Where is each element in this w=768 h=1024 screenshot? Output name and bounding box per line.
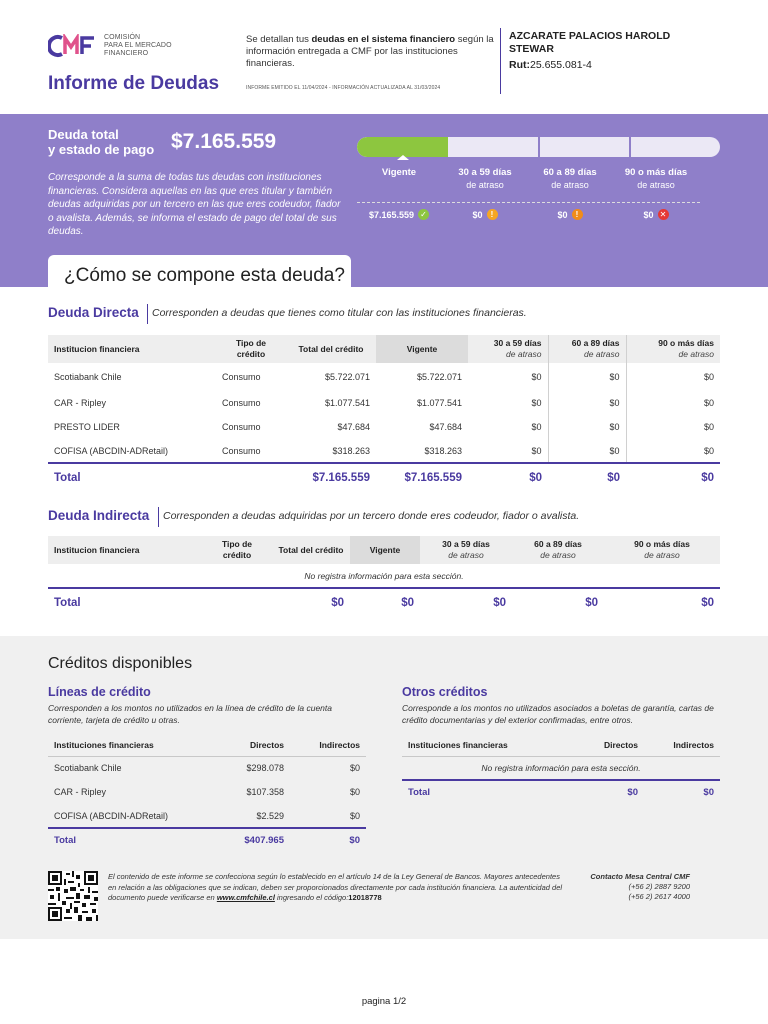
table-row: COFISA (ABCDIN-ADRetail) $2.529 $0 [54, 810, 360, 821]
bar-divider [538, 137, 540, 157]
table-row: CAR - Ripley Consumo $1.077.541 $1.077.541 $0 $0 $0 [48, 391, 720, 415]
table-total-row: Total $0 $0 [402, 780, 720, 804]
table-row: Scotiabank Chile Consumo $5.722.071 $5.722.071 $0 $0 $0 [48, 363, 720, 391]
direct-debt-description: Corresponden a deudas que tienes como titular con las instituciones financieras. [152, 307, 527, 319]
header-divider [500, 28, 501, 94]
table-header [48, 335, 720, 363]
indirect-debt-title: Deuda Indirecta [48, 508, 150, 523]
contact-info: Contacto Mesa Central CMF (+56 2) 2887 9200 (+56 2) 2617 4000 [560, 872, 690, 902]
credit-lines-description: Corresponden a los montos no utilizados en la línea de crédito de la cuenta corriente, tarjeta de crédito u otras. [48, 703, 332, 725]
status-60-89: 60 a 89 días de atraso [543, 167, 597, 190]
rut: Rut:25.655.081-4 [509, 59, 592, 71]
direct-debt-title: Deuda Directa [48, 305, 139, 320]
credit-lines-table [48, 736, 366, 852]
check-icon: ✓ [418, 209, 429, 220]
col-institution: Institucion financiera [54, 343, 140, 354]
cmf-website-link[interactable]: www.cmfchile.cl [216, 893, 275, 902]
empty-row: No registra información para esta sección. [304, 570, 464, 581]
total-debt-label: Deuda total y estado de pago [48, 127, 155, 157]
credits-title: Créditos disponibles [48, 655, 193, 672]
payment-status-bar [357, 137, 720, 157]
phone-number: (+56 2) 2887 9200 [628, 882, 690, 891]
logo-text-line: FINANCIERO [104, 50, 149, 57]
col-institution: Institucion financiera [54, 544, 140, 555]
vigente-fill [357, 137, 448, 157]
col-60-89: 60 a 89 días de atraso [534, 539, 582, 560]
warning-icon: ! [487, 209, 498, 220]
logo-text-line: PARA EL MERCADO [104, 42, 172, 49]
compose-title: ¿Cómo se compone esta deuda? [64, 265, 345, 286]
table-header [48, 536, 720, 564]
direct-debt-table [48, 335, 720, 491]
status-value-vigente: $7.165.559 ✓ [359, 209, 439, 220]
col-type: Tipo de crédito [221, 539, 253, 560]
indirect-debt-description: Corresponden a deudas adquiridas por un tercero donde eres codeudor, fiador o avalista. [163, 510, 580, 522]
empty-row: No registra información para esta sección. [481, 762, 641, 773]
col-30-59: 30 a 59 días de atraso [442, 539, 490, 560]
table-total-row: Total $7.165.559 $7.165.559 $0 $0 $0 [48, 463, 720, 491]
logo-text-line: COMISIÓN [104, 34, 141, 41]
status-30-59: 30 a 59 días de atraso [458, 167, 512, 190]
status-value-90: $0 ✕ [616, 209, 696, 220]
report-title: Informe de Deudas [48, 73, 220, 94]
report-header [0, 0, 768, 114]
col-total: Total del crédito [298, 343, 364, 354]
status-value-30-59: $0 ! [445, 209, 525, 220]
total-debt-amount: $7.165.559 [171, 130, 277, 153]
col-90: 90 o más días de atraso [634, 539, 690, 560]
other-credits-title: Otros créditos [402, 685, 488, 699]
table-header: Instituciones financieras Directos Indirectos [48, 736, 366, 756]
table-total-row: Total $407.965 $0 [48, 828, 366, 852]
other-credits-table [402, 736, 720, 804]
emission-date: INFORME EMITIDO EL 11/04/2024 - INFORMACIÓN ACTUALIZADA AL 31/03/2024 [246, 85, 441, 91]
total-debt-description: Corresponde a la suma de todas tus deudas con instituciones financieras. Considera aquellas en las que eres titular y también deudas adquiridas por un tercero en las que eres codeudor, fiador o avalista. Además, se informa el estado de pago del total de sus deudas. [48, 172, 341, 237]
phone-number: (+56 2) 2617 4000 [628, 892, 690, 901]
bar-pointer [397, 155, 409, 160]
indirect-debt-table [48, 536, 720, 616]
section-separator [158, 507, 159, 527]
bar-divider [629, 137, 631, 157]
col-vigente: Vigente [376, 335, 468, 363]
table-row: CAR - Ripley $107.358 $0 [54, 787, 360, 797]
person-name: AZCARATE PALACIOS HAROLD STEWAR [509, 30, 671, 55]
status-vigente: Vigente [381, 167, 417, 178]
col-vigente: Vigente [350, 536, 420, 564]
warning-icon: ! [572, 209, 583, 220]
section-separator [147, 304, 148, 324]
table-header: Instituciones financieras Directos Indirectos [402, 736, 720, 756]
col-60-89: 60 a 89 días de atraso [548, 335, 626, 363]
other-credits-description: Corresponde a los montos no utilizados asociados a boletas de garantía, cartas de crédito documentarias y del exterior confirmadas, entre otros. [402, 703, 714, 725]
credit-lines-title: Líneas de crédito [48, 685, 151, 699]
qr-code-icon [48, 871, 98, 921]
page-number: pagina 1/2 [361, 996, 407, 1007]
table-total-row: Total $0 $0 $0 $0 $0 [48, 588, 720, 616]
table-row: PRESTO LIDER Consumo $47.684 $47.684 $0 $0 $0 [48, 415, 720, 439]
status-divider [357, 202, 700, 203]
table-row: Scotiabank Chile $298.078 $0 [54, 763, 360, 774]
col-30-59: 30 a 59 días de atraso [493, 338, 542, 359]
cmf-logo-icon [48, 34, 98, 58]
table-row: COFISA (ABCDIN-ADRetail) Consumo $318.263 $318.263 $0 $0 $0 [48, 439, 720, 463]
status-90: 90 o más días de atraso [624, 167, 688, 190]
x-icon: ✕ [658, 209, 669, 220]
intro-text: Se detallan tus deudas en el sistema financiero según la información entregada a CMF por las instituciones financieras. [246, 34, 494, 69]
verification-code: 12018778 [348, 893, 382, 902]
col-total: Total del crédito [278, 544, 344, 555]
logo-text [104, 34, 172, 58]
legal-notice: El contenido de este informe se confecciona según lo establecido en el artículo 14 de la Ley General de Bancos. Mayores antecedentes en relación a las obligaciones que se indican, deben ser proporcionados directamente por cada institución financiera. La autenticidad del documento puede verificarse en www.cmfchile.cl ingresando el código:12018778 [108, 872, 563, 902]
status-value-60-89: $0 ! [530, 209, 610, 220]
col-type: Tipo de crédito [235, 338, 267, 359]
col-90: 90 o más días de atraso [626, 335, 720, 363]
cmf-logo [48, 34, 172, 58]
